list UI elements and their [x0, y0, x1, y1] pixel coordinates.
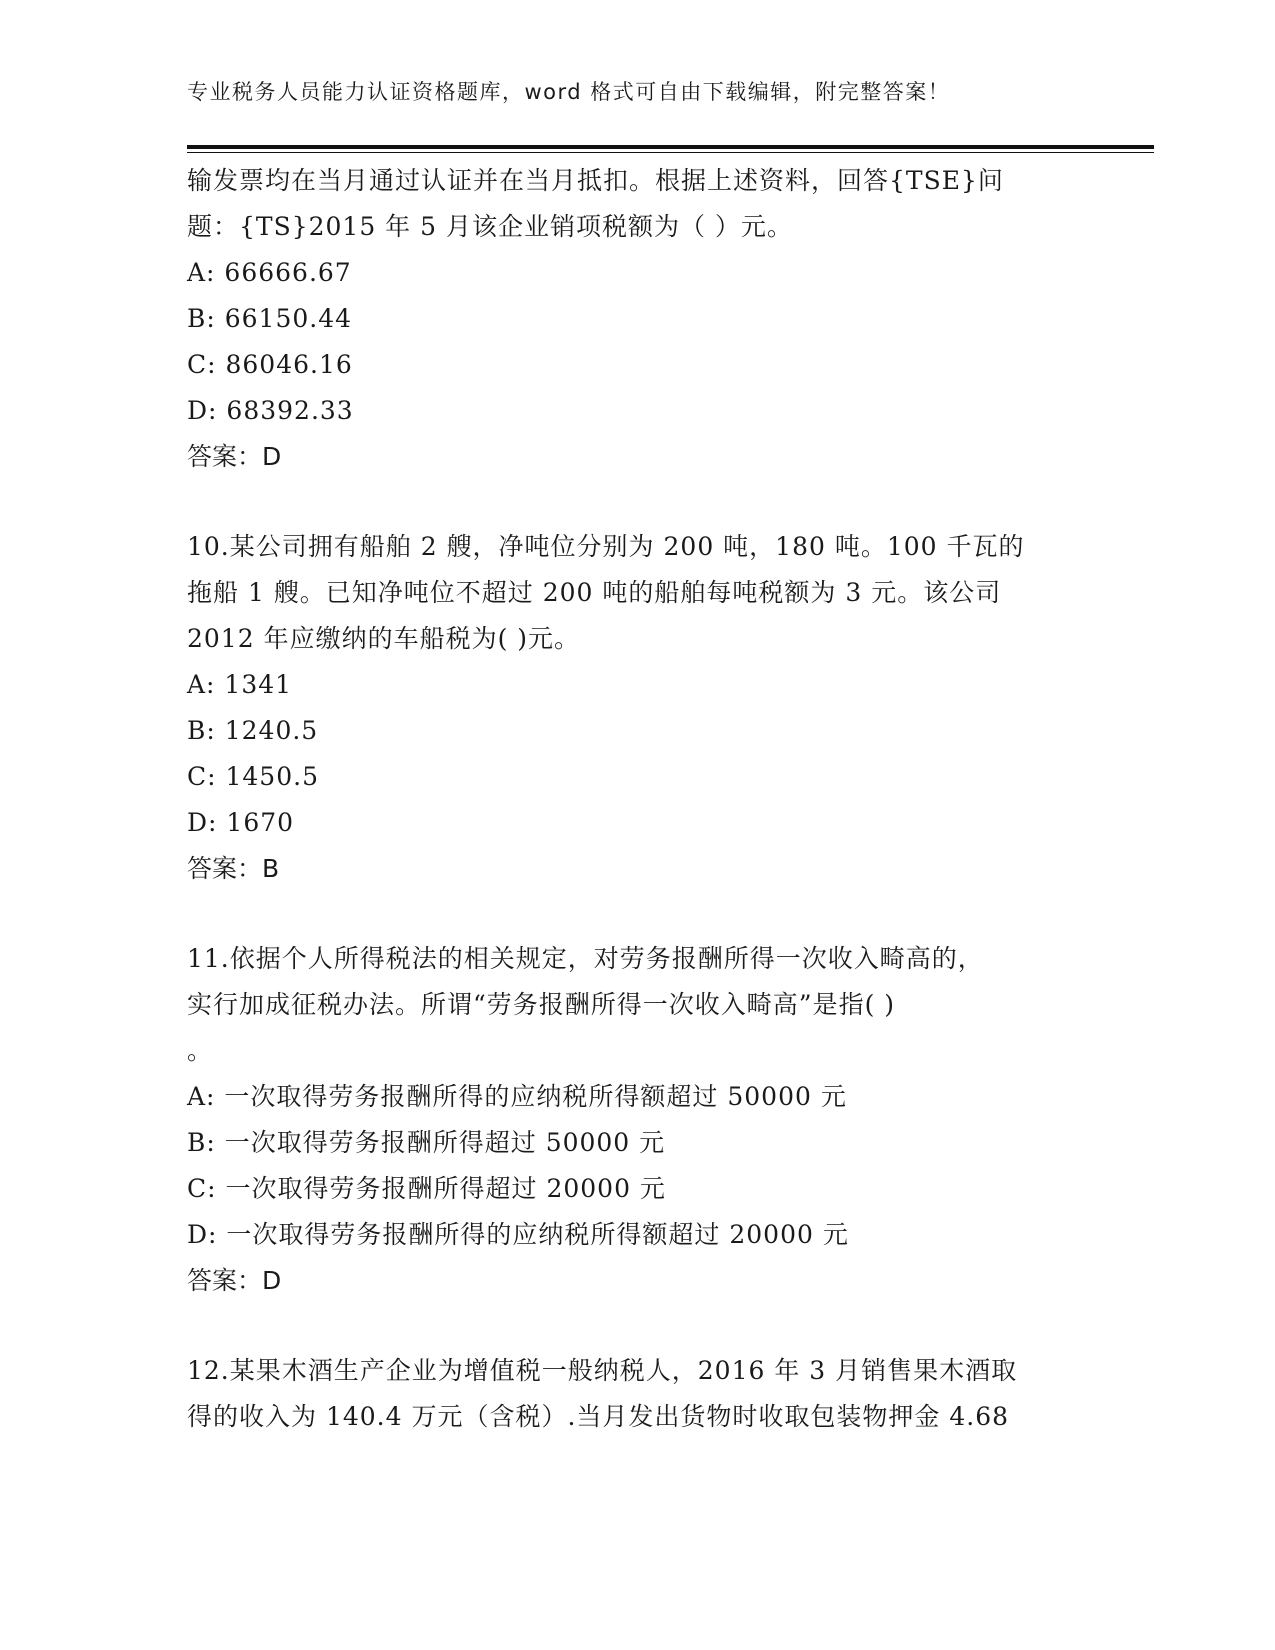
- header-rule-thick: [187, 145, 1154, 149]
- option-a: A: 66666.67: [187, 258, 352, 287]
- question-stem-line: 2012 年应缴纳的车船税为( )元。: [187, 624, 581, 653]
- question-9: [187, 158, 1087, 480]
- option-a: A: 1341: [187, 670, 293, 699]
- question-stem-line: 11.依据个人所得税法的相关规定，对劳务报酬所得一次收入畸高的，: [187, 944, 984, 973]
- question-list: [187, 158, 1087, 1440]
- question-10: [187, 524, 1087, 892]
- option-c: C: 一次取得劳务报酬所得超过 20000 元: [187, 1174, 666, 1203]
- question-12: [187, 1348, 1087, 1440]
- question-stem-line: 拖船 1 艘。已知净吨位不超过 200 吨的船舶每吨税额为 3 元。该公司: [187, 578, 1002, 607]
- option-d: D: 1670: [187, 808, 295, 837]
- question-stem-line: 题：{TS}2015 年 5 月该企业销项税额为（ ）元。: [187, 212, 793, 241]
- option-c: C: 1450.5: [187, 762, 319, 791]
- question-stem-line: 得的收入为 140.4 万元（含税）.当月发出货物时收取包装物押金 4.68: [187, 1402, 1010, 1431]
- answer-line: 答案：D: [187, 1266, 282, 1295]
- option-a: A: 一次取得劳务报酬所得的应纳税所得额超过 50000 元: [187, 1082, 847, 1111]
- option-b: B: 66150.44: [187, 304, 353, 333]
- header-rule-thin: [187, 152, 1154, 153]
- question-11: [187, 936, 1087, 1304]
- spacer: [187, 892, 1087, 936]
- option-c: C: 86046.16: [187, 350, 353, 379]
- option-d: D: 68392.33: [187, 396, 354, 425]
- option-d: D: 一次取得劳务报酬所得的应纳税所得额超过 20000 元: [187, 1220, 849, 1249]
- page-header: 专业税务人员能力认证资格题库，word 格式可自由下载编辑，附完整答案！: [187, 80, 951, 104]
- question-stem-line: 10.某公司拥有船舶 2 艘，净吨位分别为 200 吨，180 吨。100 千瓦的: [187, 532, 1025, 561]
- question-stem-line: 输发票均在当月通过认证并在当月抵扣。根据上述资料，回答{TSE}问: [187, 166, 1004, 195]
- spacer: [187, 1304, 1087, 1348]
- option-b: B: 一次取得劳务报酬所得超过 50000 元: [187, 1128, 666, 1157]
- question-stem-line: 。: [187, 1036, 214, 1065]
- answer-line: 答案：B: [187, 854, 280, 883]
- question-stem-line: 实行加成征税办法。所谓“劳务报酬所得一次收入畸高”是指( ): [187, 990, 896, 1019]
- answer-line: 答案：D: [187, 442, 282, 471]
- spacer: [187, 480, 1087, 524]
- question-stem-line: 12.某果木酒生产企业为增值税一般纳税人，2016 年 3 月销售果木酒取: [187, 1356, 1018, 1385]
- option-b: B: 1240.5: [187, 716, 319, 745]
